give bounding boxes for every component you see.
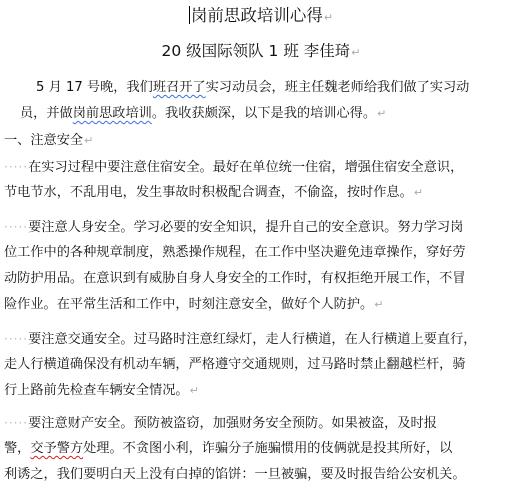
intro-line-1: 5 月 17 号晚，我们班召开了实习动员会，班主任魏老师给我们做了实习动 [36, 80, 470, 95]
p4-line-1: ·····要注意财产安全。预防被盗窃，加强财务安全预防。如果被盗，及时报 [4, 416, 437, 431]
p4-line-3: 利诱之，我们要明白天上没有白掉的馅饼：一旦被骗，要及时报告给公安机关。 [4, 467, 466, 482]
p1-line-2: 节电节水，不乱用电，发生事故时积极配合调查，不偷盗，按时作息。↵ [4, 185, 424, 200]
p2-line-4: 险作业。在平常生活和工作中，时刻注意安全，做好个人防护。↵ [4, 297, 384, 312]
text-cursor [189, 6, 190, 24]
p2-line-3: 动防护用品。在意识到有威胁自身人身安全的工作时，有权拒绝开展工作，不冒 [4, 271, 466, 286]
p3-line-3: 行上路前先检查车辆安全情况。↵ [4, 383, 199, 398]
paragraph-mark-icon: ↵ [323, 11, 334, 24]
document-subtitle: 20 级国际领队 1 班 李佳琦↵ [161, 42, 361, 60]
paragraph-mark-icon: ↵ [377, 107, 387, 120]
paragraph-mark-icon: ↵ [413, 186, 424, 199]
p1-line-1: ·····在实习过程中要注意住宿安全。最好在单位统一住宿，增强住宿安全意识， [4, 160, 464, 175]
p3-line-1: ·····要注意交通安全。过马路时注意红绿灯，走人行横道，在人行横道上要直行， [4, 332, 477, 347]
section-heading: 一、注意安全↵ [4, 133, 94, 148]
p2-line-2: 位工作中的各种规章制度，熟悉操作规程，在工作中坚决避免违章操作，穿好劳 [4, 245, 466, 260]
paragraph-mark-icon: ↵ [351, 46, 361, 59]
document-title: 岗前思政培训心得↵ [190, 6, 334, 25]
paragraph-mark-icon: ↵ [374, 298, 384, 311]
p4-line-2: 警，交予警方处理。不贪图小利，诈骗分子施骗惯用的伎俩就是投其所好，以 [4, 441, 453, 456]
paragraph-mark-icon: ↵ [84, 134, 94, 147]
intro-line-2: 员，并做岗前思政培训。我收获颇深，以下是我的培训心得。↵ [20, 106, 387, 121]
p2-line-1: ·····要注意人身安全。学习必要的安全知识，提升自己的安全意识。努力学习岗 [4, 220, 464, 235]
p3-line-2: 走人行横道确保没有机动车辆，严格遵守交通规则，过马路时禁止翻越栏杆，骑 [4, 357, 466, 372]
paragraph-mark-icon: ↵ [189, 384, 199, 397]
